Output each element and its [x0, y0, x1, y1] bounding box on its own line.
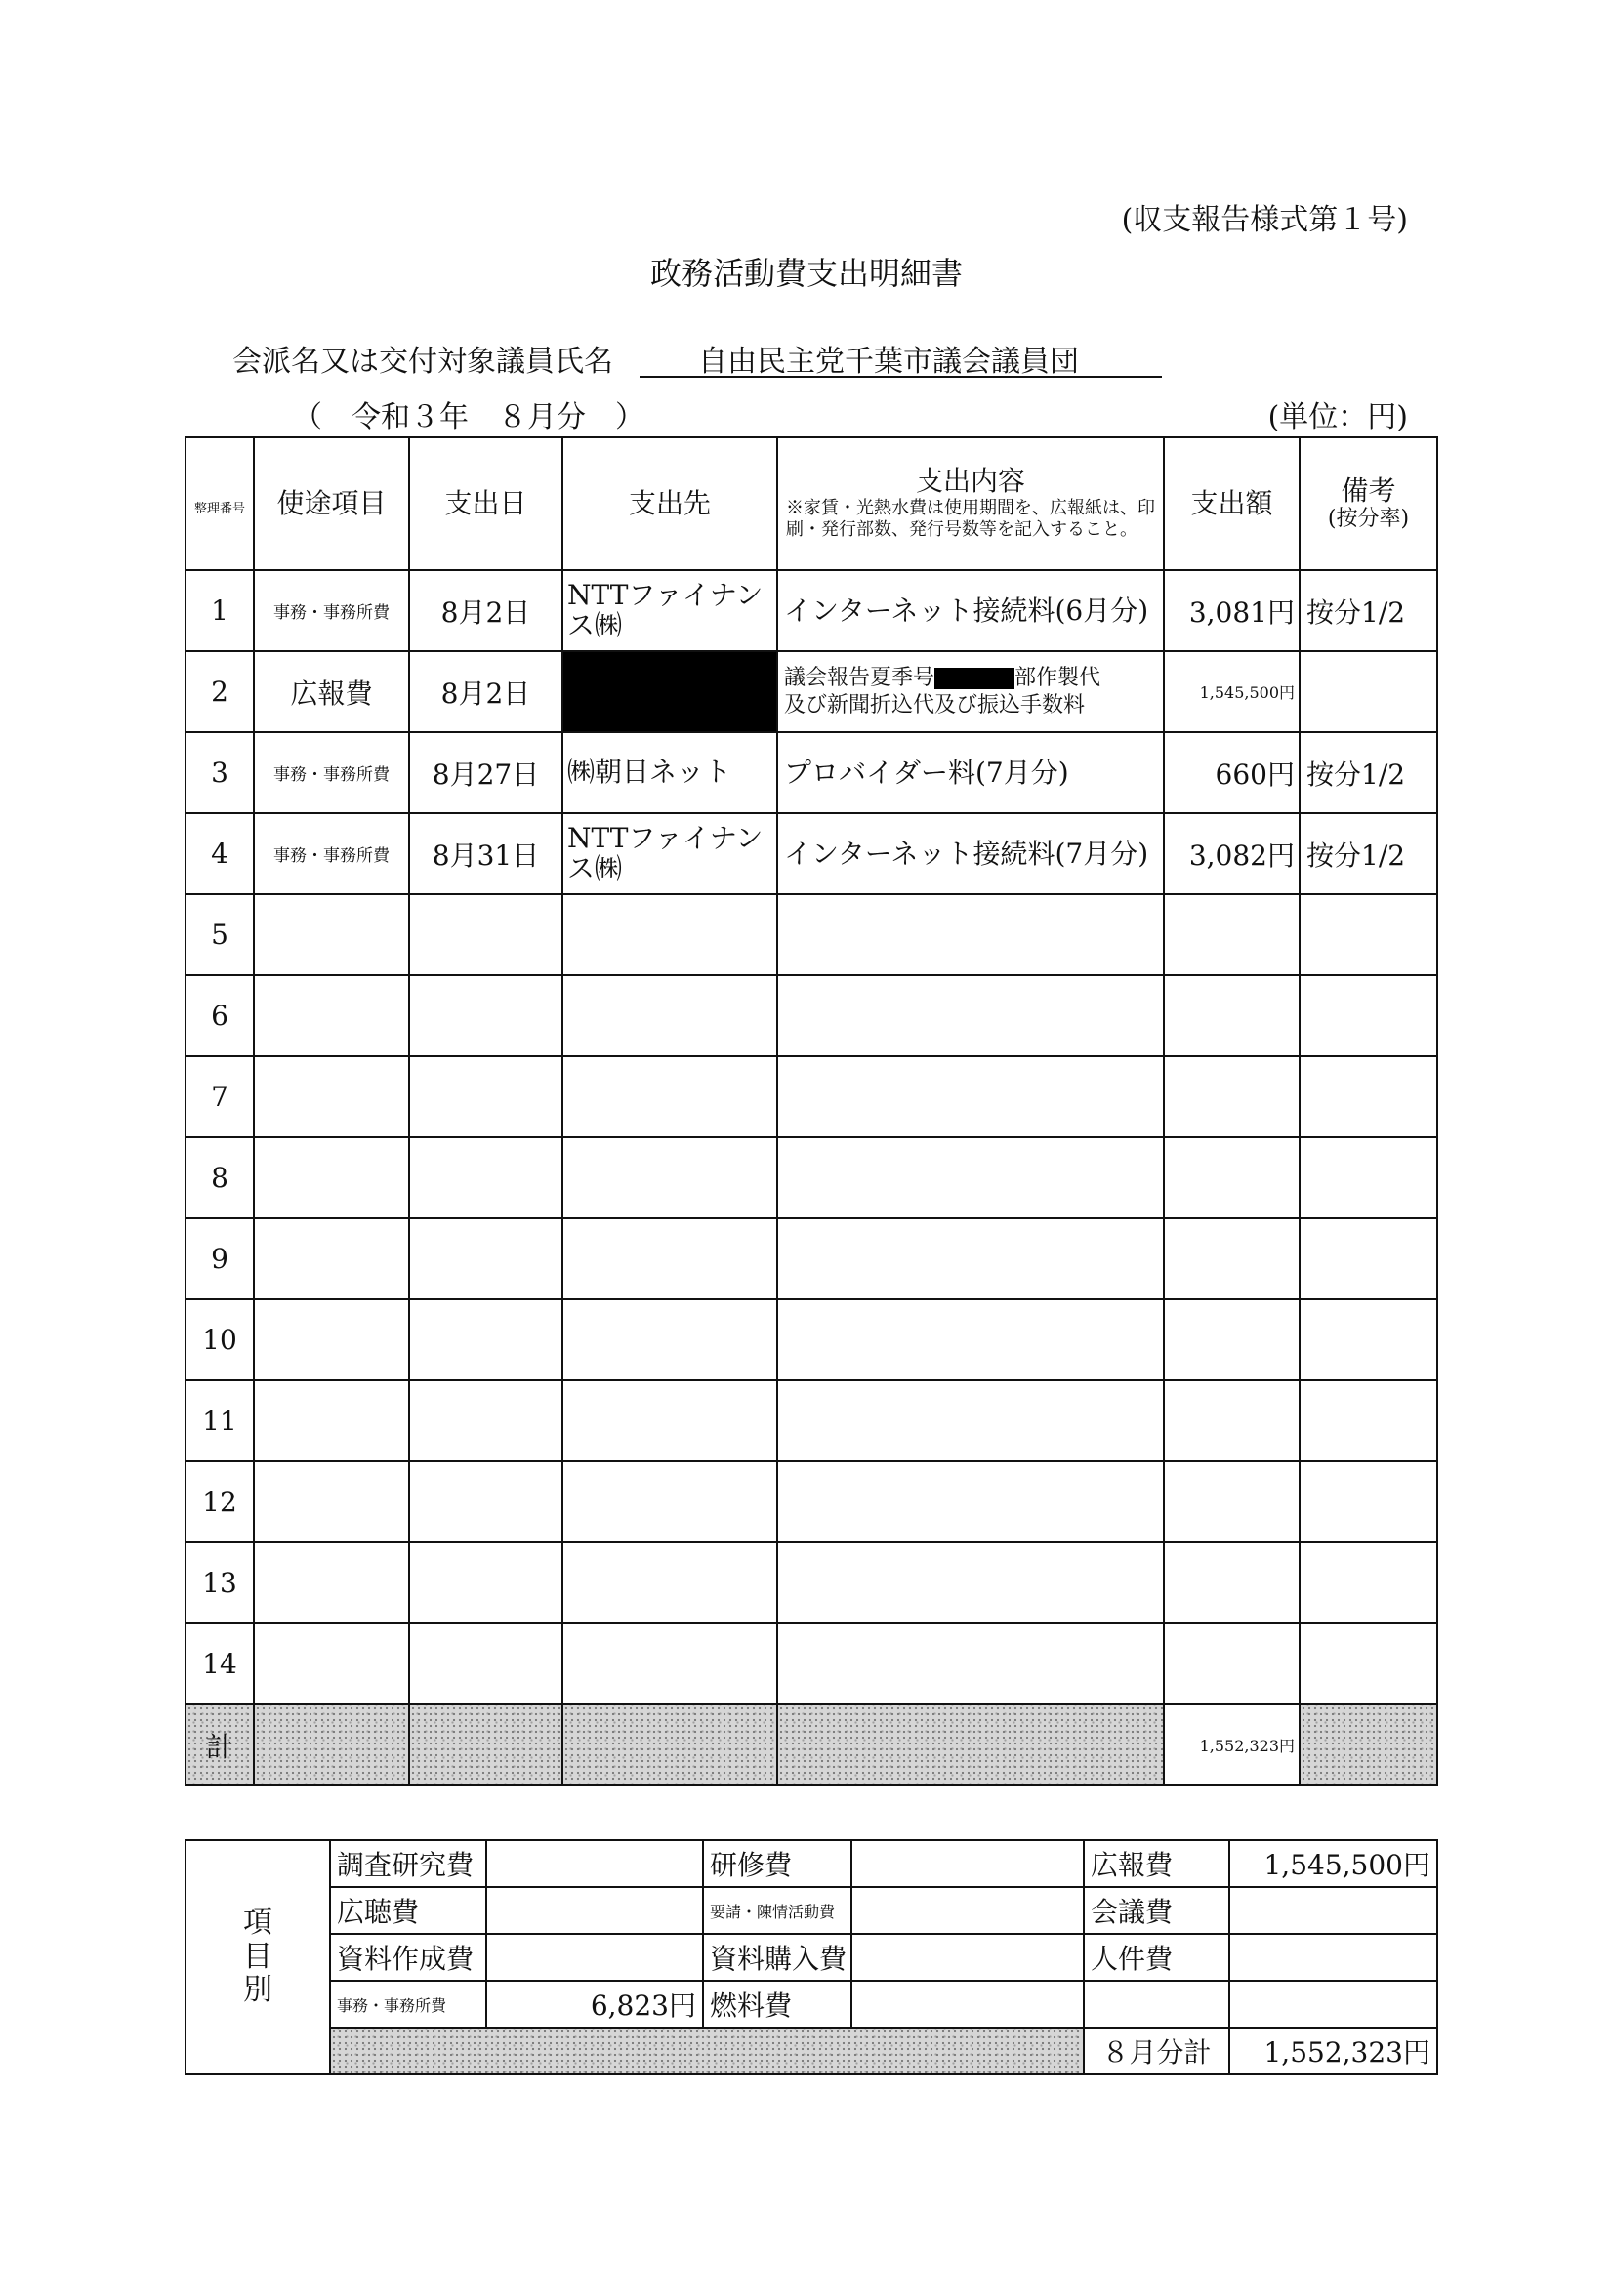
- row-remarks: 按分1/2: [1300, 570, 1437, 651]
- summary-total-row: [186, 2028, 1437, 2074]
- row-amount: [1164, 1542, 1300, 1623]
- header-desc-note: ※家賃・光熱水費は使用期間を、広報紙は、印刷・発行部数、発行号数等を記入すること。: [786, 497, 1155, 541]
- summary-petition-value: [851, 1887, 1084, 1934]
- summary-petition-label: 要請・陳情活動費: [703, 1887, 851, 1934]
- row-desc: プロバイダー料(7月分): [777, 732, 1164, 813]
- row-date: [409, 1380, 562, 1461]
- summary-row: [186, 1840, 1437, 1887]
- row-payee: [562, 1056, 777, 1137]
- total-filler: [1300, 1704, 1437, 1785]
- row-no: 4: [186, 813, 254, 894]
- header-remarks: [1300, 437, 1437, 570]
- row-payee: [562, 894, 777, 975]
- row-category: [254, 1137, 409, 1218]
- row-date: [409, 894, 562, 975]
- party-label: 会派名又は交付対象議員氏名: [232, 345, 613, 379]
- summary-row: [186, 1887, 1437, 1934]
- row-desc: [777, 1623, 1164, 1704]
- table-row: [186, 1137, 1437, 1218]
- row-desc-part-b: 部作製代: [1014, 666, 1101, 690]
- table-row: [186, 894, 1437, 975]
- summary-materials-making-value: [486, 1934, 703, 1981]
- period: （ 令和３年 ８月分 ）: [293, 400, 644, 434]
- row-category: [254, 1461, 409, 1542]
- row-amount: [1164, 1056, 1300, 1137]
- header-remarks-title: 備考: [1341, 474, 1396, 508]
- row-no: 2: [186, 651, 254, 732]
- row-date: 8月27日: [409, 732, 562, 813]
- summary-training-label: 研修費: [703, 1840, 851, 1887]
- row-category: [254, 1542, 409, 1623]
- row-amount: [1164, 894, 1300, 975]
- summary-materials-making-label: 資料作成費: [330, 1934, 486, 1981]
- redaction-bar: [934, 668, 1014, 689]
- month-total-value: 1,552,323円: [1229, 2028, 1437, 2074]
- header-row: [186, 437, 1437, 570]
- total-filler: [254, 1704, 409, 1785]
- row-desc: [777, 651, 1164, 732]
- header-date: 支出日: [409, 437, 562, 570]
- row-remarks: [1300, 894, 1437, 975]
- row-desc: [777, 1542, 1164, 1623]
- row-no: 3: [186, 732, 254, 813]
- row-payee: NTTファイナンス㈱: [562, 813, 777, 894]
- row-remarks: 按分1/2: [1300, 813, 1437, 894]
- header-desc-title: 支出内容: [915, 465, 1025, 498]
- summary-side-label: [186, 1840, 330, 2074]
- row-amount: [1164, 1299, 1300, 1380]
- header-no: 整理番号: [186, 437, 254, 570]
- total-filler: [562, 1704, 777, 1785]
- row-category: 事務・事務所費: [254, 570, 409, 651]
- row-remarks: [1300, 975, 1437, 1056]
- redacted-payee: [562, 651, 777, 732]
- summary-office-label: 事務・事務所費: [330, 1981, 486, 2028]
- row-payee: [562, 1623, 777, 1704]
- row-desc-part-a: 議会報告夏季号: [784, 666, 935, 690]
- side-char: 目: [243, 1939, 272, 1974]
- row-date: [409, 1461, 562, 1542]
- summary-materials-purchase-value: [851, 1934, 1084, 1981]
- table-row: [186, 732, 1437, 813]
- row-payee: [562, 1137, 777, 1218]
- table-row: [186, 1380, 1437, 1461]
- row-desc: [777, 975, 1164, 1056]
- row-category: [254, 1218, 409, 1299]
- row-remarks: [1300, 1218, 1437, 1299]
- header-category: 使途項目: [254, 437, 409, 570]
- summary-research-value: [486, 1840, 703, 1887]
- row-category: 事務・事務所費: [254, 732, 409, 813]
- unit-label: (単位：円): [1267, 400, 1408, 434]
- row-category: 事務・事務所費: [254, 813, 409, 894]
- row-payee: [562, 975, 777, 1056]
- row-remarks: [1300, 651, 1437, 732]
- summary-hearing-label: 広聴費: [330, 1887, 486, 1934]
- row-date: [409, 1623, 562, 1704]
- total-label: 計: [186, 1704, 254, 1785]
- row-remarks: [1300, 1461, 1437, 1542]
- party-name: 自由民主党千葉市議会議員団: [640, 337, 1162, 378]
- summary-personnel-label: 人件費: [1084, 1934, 1229, 1981]
- row-amount: [1164, 1218, 1300, 1299]
- row-desc: [777, 1380, 1164, 1461]
- row-remarks: [1300, 1380, 1437, 1461]
- row-amount: [1164, 1137, 1300, 1218]
- row-date: [409, 1299, 562, 1380]
- table-row: [186, 570, 1437, 651]
- row-date: [409, 1218, 562, 1299]
- row-no: 12: [186, 1461, 254, 1542]
- summary-personnel-value: [1229, 1934, 1437, 1981]
- table-row: [186, 1299, 1437, 1380]
- summary-fuel-value: [851, 1981, 1084, 2028]
- row-amount: 1,545,500円: [1164, 651, 1300, 732]
- row-category: 広報費: [254, 651, 409, 732]
- row-date: 8月31日: [409, 813, 562, 894]
- row-desc: [777, 1461, 1164, 1542]
- row-desc: [777, 1056, 1164, 1137]
- row-no: 10: [186, 1299, 254, 1380]
- total-amount: 1,552,323円: [1164, 1704, 1300, 1785]
- row-no: 11: [186, 1380, 254, 1461]
- side-char: 別: [243, 1973, 272, 2008]
- summary-meeting-label: 会議費: [1084, 1887, 1229, 1934]
- row-date: [409, 975, 562, 1056]
- form-number: (収支報告様式第１号): [1121, 203, 1408, 237]
- row-remarks: [1300, 1542, 1437, 1623]
- row-no: 14: [186, 1623, 254, 1704]
- summary-fuel-label: 燃料費: [703, 1981, 851, 2028]
- row-amount: [1164, 1623, 1300, 1704]
- row-amount: [1164, 975, 1300, 1056]
- row-no: 7: [186, 1056, 254, 1137]
- table-row: [186, 1218, 1437, 1299]
- row-desc: [777, 1137, 1164, 1218]
- total-row: [186, 1704, 1437, 1785]
- row-payee: [562, 1542, 777, 1623]
- row-no: 9: [186, 1218, 254, 1299]
- row-desc: インターネット接続料(7月分): [777, 813, 1164, 894]
- row-amount: [1164, 1461, 1300, 1542]
- row-no: 1: [186, 570, 254, 651]
- summary-pr-label: 広報費: [1084, 1840, 1229, 1887]
- side-char: 項: [243, 1906, 272, 1941]
- row-no: 6: [186, 975, 254, 1056]
- summary-empty: [1229, 1981, 1437, 2028]
- row-amount: 3,082円: [1164, 813, 1300, 894]
- row-desc-part-c: 及び新聞折込代及び振込手数料: [784, 692, 1086, 718]
- row-desc: [777, 1299, 1164, 1380]
- row-desc: インターネット接続料(6月分): [777, 570, 1164, 651]
- table-row: [186, 1461, 1437, 1542]
- row-amount: [1164, 1380, 1300, 1461]
- summary-pr-value: 1,545,500円: [1229, 1840, 1437, 1887]
- row-date: 8月2日: [409, 651, 562, 732]
- row-remarks: [1300, 1299, 1437, 1380]
- table-row: [186, 813, 1437, 894]
- row-payee: NTTファイナンス㈱: [562, 570, 777, 651]
- table-row: [186, 651, 1437, 732]
- row-desc: [777, 1218, 1164, 1299]
- row-amount: 3,081円: [1164, 570, 1300, 651]
- header-payee: 支出先: [562, 437, 777, 570]
- row-desc: [777, 894, 1164, 975]
- row-remarks: [1300, 1056, 1437, 1137]
- row-category: [254, 1299, 409, 1380]
- summary-empty: [1084, 1981, 1229, 2028]
- row-payee: [562, 1461, 777, 1542]
- header-desc: [777, 437, 1164, 570]
- row-date: [409, 1542, 562, 1623]
- category-summary-table: [185, 1839, 1438, 2075]
- row-remarks: [1300, 1623, 1437, 1704]
- table-row: [186, 1542, 1437, 1623]
- row-payee: [562, 1380, 777, 1461]
- row-remarks: [1300, 1137, 1437, 1218]
- row-date: [409, 1137, 562, 1218]
- summary-filler: [330, 2028, 1084, 2074]
- table-row: [186, 975, 1437, 1056]
- row-category: [254, 894, 409, 975]
- row-category: [254, 1380, 409, 1461]
- table-row: [186, 1623, 1437, 1704]
- row-remarks: 按分1/2: [1300, 732, 1437, 813]
- header-remarks-sub: (按分率): [1327, 507, 1410, 532]
- header-amount: 支出額: [1164, 437, 1300, 570]
- row-category: [254, 1056, 409, 1137]
- row-no: 8: [186, 1137, 254, 1218]
- row-no: 5: [186, 894, 254, 975]
- summary-office-value: 6,823円: [486, 1981, 703, 2028]
- row-date: 8月2日: [409, 570, 562, 651]
- row-payee: [562, 1218, 777, 1299]
- expense-table: [185, 436, 1438, 1786]
- row-date: [409, 1056, 562, 1137]
- row-payee: ㈱朝日ネット: [562, 732, 777, 813]
- summary-materials-purchase-label: 資料購入費: [703, 1934, 851, 1981]
- page-title: 政務活動費支出明細書: [649, 255, 963, 292]
- row-no: 13: [186, 1542, 254, 1623]
- row-payee: [562, 1299, 777, 1380]
- total-filler: [777, 1704, 1164, 1785]
- summary-hearing-value: [486, 1887, 703, 1934]
- summary-training-value: [851, 1840, 1084, 1887]
- row-category: [254, 975, 409, 1056]
- summary-row: [186, 1981, 1437, 2028]
- row-amount: 660円: [1164, 732, 1300, 813]
- summary-row: [186, 1934, 1437, 1981]
- month-total-label: ８月分計: [1084, 2028, 1229, 2074]
- table-row: [186, 1056, 1437, 1137]
- summary-meeting-value: [1229, 1887, 1437, 1934]
- row-category: [254, 1623, 409, 1704]
- summary-research-label: 調査研究費: [330, 1840, 486, 1887]
- total-filler: [409, 1704, 562, 1785]
